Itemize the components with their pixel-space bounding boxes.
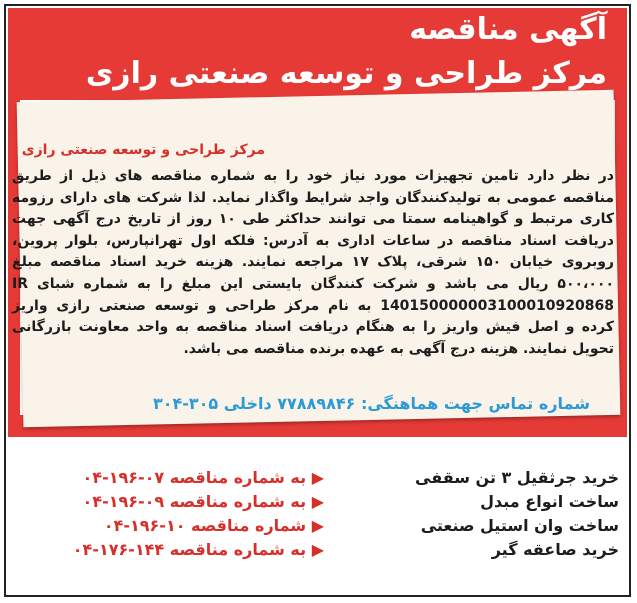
body-org-name: مرکز طراحی و توسعه صنعتی رازی: [21, 142, 265, 158]
tender-item: [14, 516, 619, 540]
tender-item: [14, 492, 619, 516]
ad-title: آگهی مناقصه: [409, 12, 607, 47]
tender-item-number: ▶ به شماره مناقصه ۰۷-۱۹۶-۰۴: [82, 468, 324, 487]
tender-item: [14, 468, 619, 492]
tender-item-name: ساخت انواع مبدل: [480, 492, 619, 511]
tender-item: [14, 540, 619, 564]
tender-item-number: ▶ به شماره مناقصه ۱۴۴-۱۷۶-۰۴: [72, 540, 324, 559]
body-paragraph: در نظر دارد تامین تجهیزات مورد نیاز خود را به شماره مناقصه های ذیل از طریق مناقصه عمومی به تولیدکنندگان واجد شرایط واگذار نماید. لذا شرکت های دارای رزومه کاری مرتبط و گواهینامه سمتا می توانند حداکثر طی ۱۰ روز از تاریخ درج آگهی جهت دریافت اسناد مناقصه در ساعات اداری به آدرس: فلکه اول تهرانپارس، بلوار پروین، روبروی خیابان ۱۵۰ شرقی، پلاک ۱۷ مراجعه نمایند. هزینه خرید اسناد مناقصه مبلغ ۵۰۰،۰۰۰ ریال می باشد و شرکت کنندگان بایستی این مبلغ را به شماره شبای IR 140150000003100010920868 به نام مرکز طراحی و توسعه صنعتی رازی واریز کرده و اصل فیش واریز را به هنگام دریافت اسناد مناقصه به واحد معاونت بازرگانی تحویل نمایند. هزینه درج آگهی به عهده برنده مناقصه می باشد.: [12, 168, 614, 357]
tender-item-number: ▶ شماره مناقصه ۱۰-۱۹۶-۰۴: [103, 516, 324, 535]
contact-line: شماره تماس جهت هماهنگی: ۷۷۸۸۹۸۴۶ داخلی ۳۰۵-۳۰۴: [152, 394, 590, 413]
tender-item-number: ▶ به شماره مناقصه ۰۹-۱۹۶-۰۴: [82, 492, 324, 511]
tender-item-name: خرید جرثقیل ۳ تن سقفی: [415, 468, 619, 487]
tender-item-name: خرید صاعقه گیر: [491, 540, 619, 559]
tender-item-name: ساخت وان استیل صنعتی: [420, 516, 619, 535]
header-banner: [8, 8, 627, 100]
org-title: مرکز طراحی و توسعه صنعتی رازی: [85, 56, 607, 91]
tender-items: [14, 468, 619, 564]
